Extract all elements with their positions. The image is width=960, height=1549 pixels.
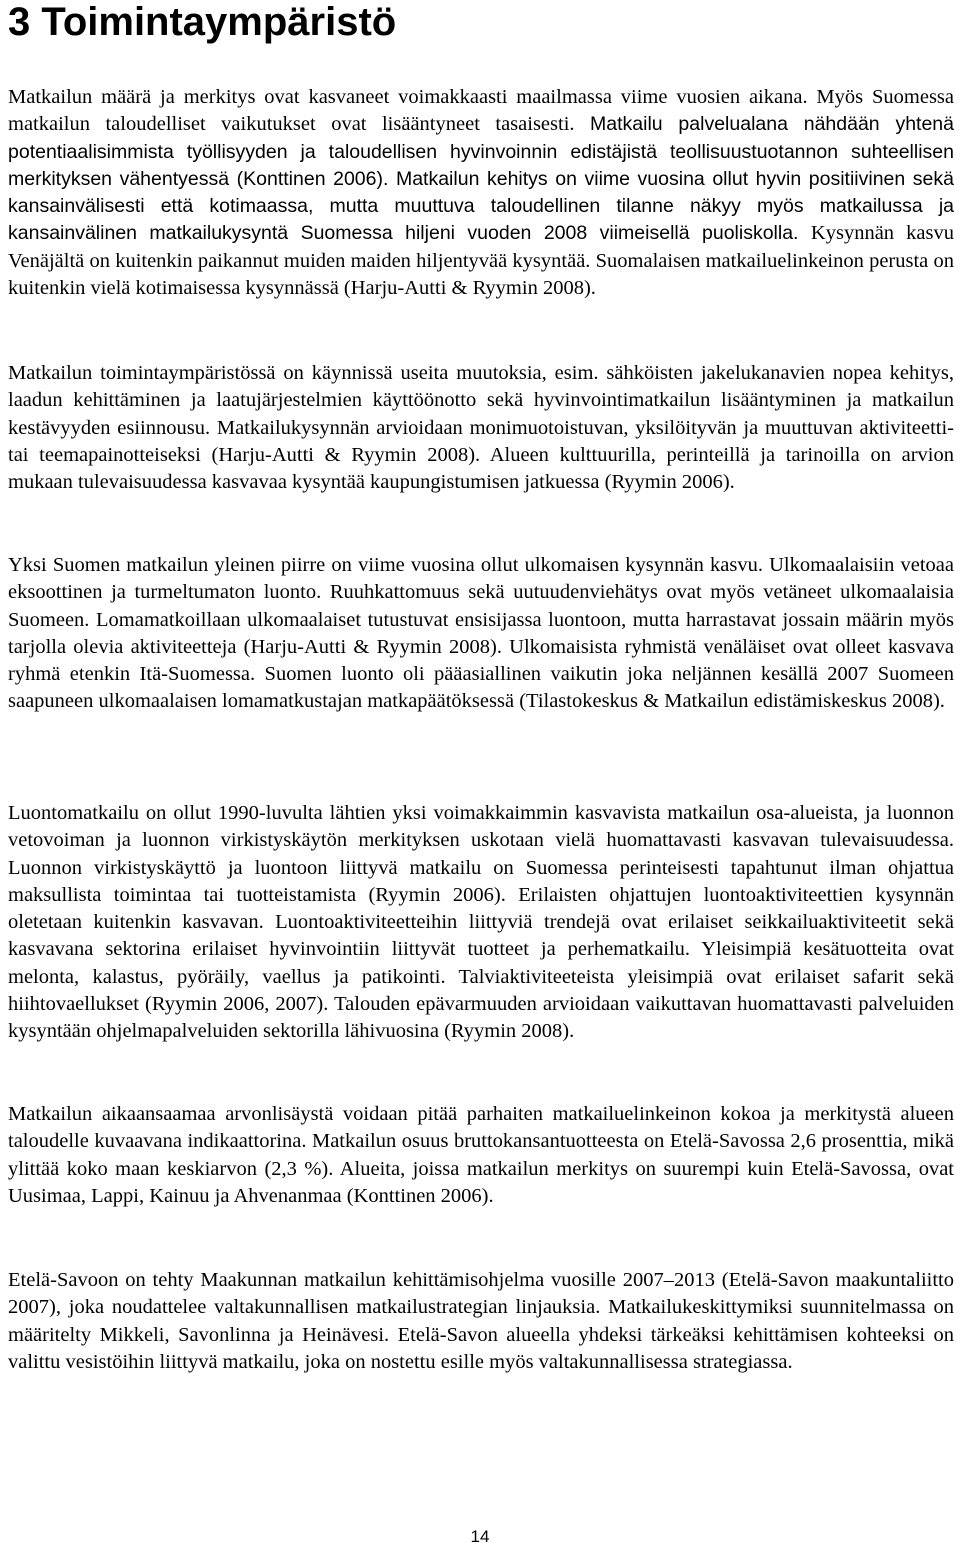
paragraph-1-sentence-2: Matkailu palvelualana nähdään yhtenä potentiaalisimmista työllisyyden ja taloudellisen hyvinvoinnin edistäjistä teollisuustuotannon suhteellisen merkityksen vähentyessä (Konttinen 2006). Matkailun kehitys on viime vuosina ollut hyvin positiivinen sekä kansainvälisesti että kotimaassa, mutta muuttuva taloudellinen tilanne näkyy myös matkailussa ja kansainvälinen matkailukysyntä Suomessa hiljeni vuoden 2008 viimeisellä puoliskolla. [8,113,954,245]
page-number: 14 [470,1527,490,1546]
paragraph-1 [8,84,954,302]
paragraph-3: Yksi Suomen matkailun yleinen piirre on viime vuosina ollut ulkomaisen kysynnän kasvu. Ulkomaalaisiin vetoaa eksoottinen ja turmeltumaton luonto. Ruuhkattomuus sekä uutuudenviehätys ovat myös vetäneet ulkomaalaisia Suomeen. Lomamatkoillaan ulkomaalaiset tutustuvat ensisijassa luontoon, mutta harrastavat jossain määrin myös tarjolla olevia aktiviteetteja (Harju-Autti & Ryymin 2008). Ulkomaisista ryhmistä venäläiset ovat olleet kasvava ryhmä etenkin Itä-Suomessa. Suomen luonto oli pääasiallinen vaikutin joka neljännen kesällä 2007 Suomeen saapuneen ulkomaalaisen lomamatkustajan matkapäätöksessä (Tilastokeskus & Matkailun edistämiskeskus 2008). [8,554,954,713]
paragraph-4: Luontomatkailu on ollut 1990-luvulta lähtien yksi voimakkaimmin kasvavista matkailun osa-alueista, ja luonnon vetovoiman ja luonnon virkistyskäytön merkityksen uskotaan vielä huomattavasti kasvavan tulevaisuudessa. Luonnon virkistyskäyttö ja luontoon liittyvä matkailu on Suomessa perinteisesti tapahtunut ilman ohjattua maksullista toimintaa tai tuotteistamista (Ryymin 2006). Erilaisten ohjattujen luontoaktiviteettien kysynnän oletetaan kuitenkin kasvavan. Luontoaktiviteetteihin liittyviä trendejä ovat erilaiset seikkailuaktiviteetit sekä kasvavana sektorina erilaiset hyvinvointiin liittyvät tuotteet ja perhematkailu. Yleisimpiä kesätuotteita ovat melonta, kalastus, pyöräily, vaellus ja patikointi. Talviaktiviteeteista yleisimpiä ovat erilaiset safarit sekä hiihtovaellukset (Ryymin 2006, 2007). Talouden epävarmuuden arvioidaan vaikuttavan huomattavasti palveluiden kysyntään ohjelmapalveluiden sektorilla lähivuosina (Ryymin 2008). [8,802,954,1043]
paragraph-6: Etelä-Savoon on tehty Maakunnan matkailun kehittämisohjelma vuosille 2007–2013 (Etelä-Savon maakuntaliitto 2007), joka noudattelee valtakunnallisen matkailustrategian linjauksia. Matkailukeskittymiksi suunnitelmassa on määritelty Mikkeli, Savonlinna ja Heinävesi. Etelä-Savon alueella yhdeksi tärkeäksi kehittämisen kohteeksi on valittu vesistöihin liittyvä matkailu, joka on nostettu esille myös valtakunnallisessa strategiassa. [8,1269,954,1373]
paragraph-1-sentence-1: Matkailun määrä ja merkitys ovat kasvaneet voimakkaasti maailmassa viime vuosien aikana. Myös Suomessa matkailun taloudelliset vaikutukset ovat lisääntyneet tasaisesti. [8,86,954,136]
paragraph-1-sentence-3: Kysynnän kasvu Venäjältä on kuitenkin paikannut muiden maiden hiljentyvää kysyntää. Suomalaisen matkailuelinkeinon perusta on kuitenkin vielä kotimaisessa kysynnässä (Harju-Autti & Ryymin 2008). [8,222,954,300]
paragraph-5: Matkailun aikaansaamaa arvonlisäystä voidaan pitää parhaiten matkailuelinkeinon kokoa ja merkitystä alueen taloudelle kuvaavana indikaattorina. Matkailun osuus bruttokansantuotteesta on Etelä-Savossa 2,6 prosenttia, mikä ylittää koko maan keskiarvon (2,3 %). Alueita, joissa matkailun merkitys on suurempi kuin Etelä-Savossa, ovat Uusimaa, Lappi, Kainuu ja Ahvenanmaa (Konttinen 2006). [8,1103,954,1207]
page-heading: 3 Toimintaympäristö [8,0,397,44]
paragraph-2: Matkailun toimintaympäristössä on käynnissä useita muutoksia, esim. sähköisten jakelukanavien nopea kehitys, laadun kehittäminen ja laatujärjestelmien käyttöönotto sekä hyvinvointimatkailun lisääntyminen ja matkailun kestävyyden esiinnousu. Matkailukysynnän arvioidaan monimuotoistuvan, yksilöityvän ja muuttuvan aktiviteetti- tai teemapainotteiseksi (Harju-Autti & Ryymin 2008). Alueen kulttuurilla, perinteillä ja tarinoilla on arvion mukaan tulevaisuudessa kasvavaa kysyntää kaupungistumisen jatkuessa (Ryymin 2006). [8,362,954,494]
